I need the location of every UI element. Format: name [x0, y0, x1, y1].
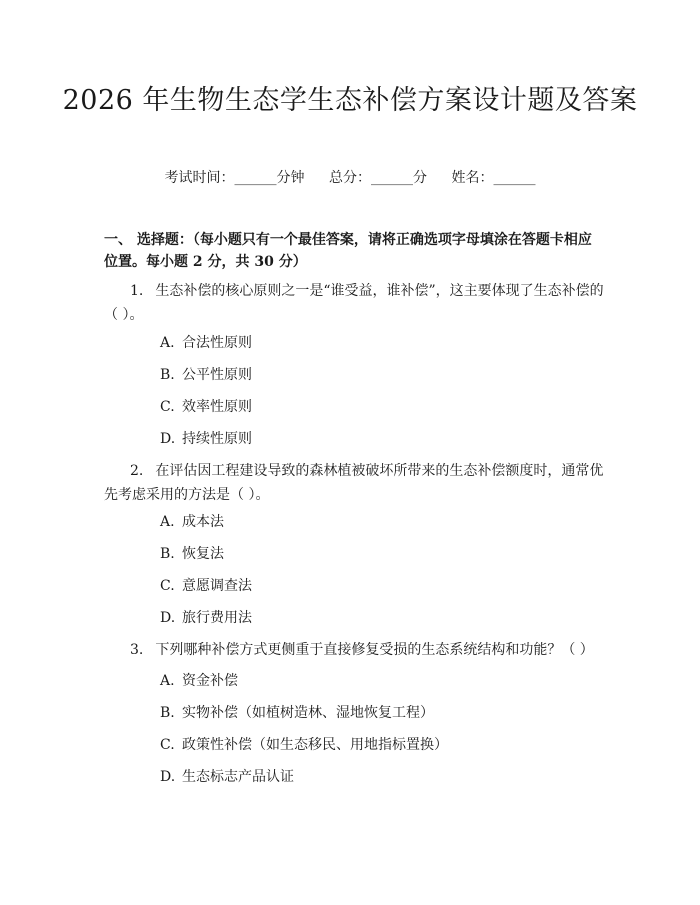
option-letter: C.: [160, 578, 175, 594]
option-3c[interactable]: [160, 735, 448, 755]
exam-time-field: 考试时间：______分钟: [164, 170, 305, 186]
option-2a[interactable]: [160, 512, 224, 532]
option-text: 恢复法: [182, 546, 224, 562]
option-text: 实物补偿（如植树造林、湿地恢复工程）: [182, 705, 434, 721]
option-2c[interactable]: [160, 576, 252, 596]
question-1: [104, 279, 604, 327]
option-letter: C.: [160, 399, 175, 415]
total-score-field: 总分：______分: [329, 170, 427, 186]
section-heading: 一、 选择题：（每小题只有一个最佳答案，请将正确选项字母填涂在答题卡相应位置。每小题 2 分，共 30 分）: [104, 232, 592, 270]
option-letter: D.: [160, 610, 176, 626]
option-text: 持续性原则: [182, 431, 252, 447]
option-text: 生态标志产品认证: [182, 769, 294, 785]
option-letter: C.: [160, 737, 175, 753]
option-text: 资金补偿: [182, 673, 238, 689]
option-letter: B.: [160, 705, 175, 721]
option-text: 效率性原则: [182, 399, 252, 415]
question-number: 2.: [130, 463, 144, 479]
question-text: 生态补偿的核心原则之一是“谁受益，谁补偿”，这主要体现了生态补偿的（ ）。: [104, 283, 604, 323]
option-letter: A.: [160, 335, 175, 351]
option-3a[interactable]: [160, 671, 238, 691]
option-letter: A.: [160, 514, 175, 530]
option-letter: A.: [160, 673, 175, 689]
question-3: [104, 638, 604, 662]
page-title: 2026 年生物生态学生态补偿方案设计题及答案: [62, 85, 638, 116]
option-2b[interactable]: [160, 544, 224, 564]
question-2: [104, 459, 604, 507]
exam-info-line: [0, 167, 700, 187]
option-letter: B.: [160, 546, 175, 562]
question-text: 在评估因工程建设导致的森林植被破坏所带来的生态补偿额度时，通常优先考虑采用的方法是（ ）。: [104, 463, 604, 503]
option-3b[interactable]: [160, 703, 434, 723]
option-letter: D.: [160, 431, 176, 447]
option-1d[interactable]: [160, 429, 252, 449]
question-number: 1.: [130, 283, 144, 299]
option-1b[interactable]: [160, 365, 252, 385]
option-text: 政策性补偿（如生态移民、用地指标置换）: [182, 737, 448, 753]
question-text: 下列哪种补偿方式更侧重于直接修复受损的生态系统结构和功能？（ ）: [155, 642, 594, 658]
option-2d[interactable]: [160, 608, 252, 628]
option-text: 合法性原则: [182, 335, 252, 351]
option-text: 公平性原则: [182, 367, 252, 383]
option-text: 成本法: [182, 514, 224, 530]
name-field: 姓名：______: [451, 170, 536, 186]
option-letter: B.: [160, 367, 175, 383]
option-1c[interactable]: [160, 397, 252, 417]
option-3d[interactable]: [160, 767, 294, 787]
option-letter: D.: [160, 769, 176, 785]
option-1a[interactable]: [160, 333, 252, 353]
option-text: 旅行费用法: [182, 610, 252, 626]
question-number: 3.: [130, 642, 144, 658]
option-text: 意愿调查法: [182, 578, 252, 594]
